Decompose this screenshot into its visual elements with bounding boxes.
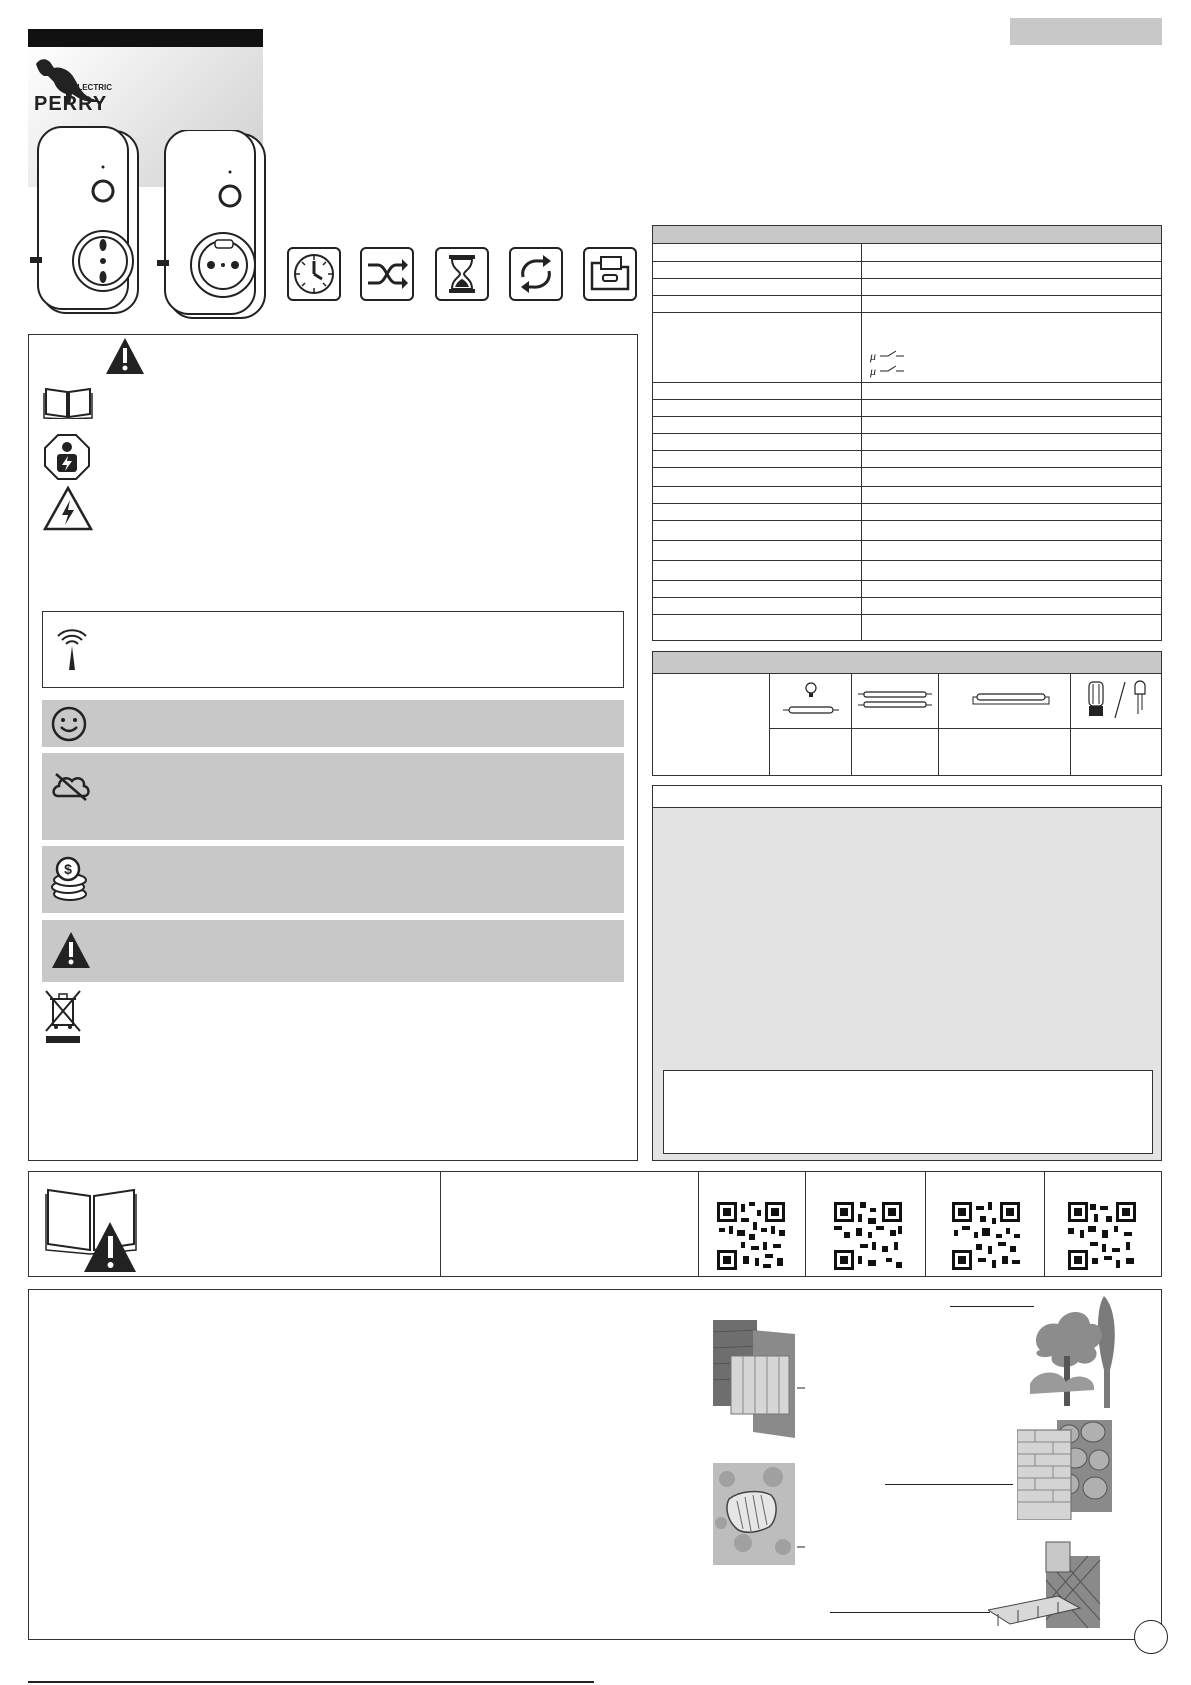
info-box-no-cloud	[42, 753, 624, 840]
svg-text:μ: μ	[870, 349, 877, 363]
operating-instructions-panel	[652, 785, 1162, 1161]
note-box	[663, 1070, 1153, 1154]
strip-divider	[805, 1172, 806, 1276]
smiley-icon	[50, 705, 88, 743]
table-row	[653, 520, 1161, 541]
cfl-led-icon	[1079, 678, 1155, 726]
qr-code[interactable]	[832, 1200, 904, 1272]
table-row	[653, 382, 1161, 400]
hourglass-icon	[435, 247, 489, 301]
info-box-caution	[42, 920, 624, 982]
qr-code[interactable]	[950, 1200, 1022, 1272]
product-illustration-schuko-plug	[157, 130, 277, 325]
table-row	[653, 540, 1161, 561]
random-icon	[360, 247, 414, 301]
info-box-savings	[42, 846, 624, 913]
wood-material-illustration	[713, 1320, 805, 1438]
reinforced-concrete-illustration	[988, 1540, 1113, 1630]
header-bar	[28, 29, 263, 47]
range-indicator-line	[885, 1484, 1013, 1485]
instructions-header	[653, 786, 1161, 808]
clock-icon	[287, 247, 341, 301]
technical-specs-table	[652, 225, 1162, 641]
electric-hazard-icon	[43, 486, 93, 531]
table-row	[653, 244, 1161, 262]
table-row	[653, 597, 1161, 615]
strip-divider	[440, 1172, 441, 1276]
qr-code[interactable]	[715, 1200, 787, 1272]
range-indicator-line	[830, 1612, 990, 1613]
lamp-col-divider	[851, 674, 852, 775]
logo-wordmark: PERRY	[34, 93, 108, 115]
lamp-row-divider	[769, 728, 1161, 729]
strip-divider	[1044, 1172, 1045, 1276]
lamp-types-table	[652, 651, 1162, 776]
lamp-col-divider	[769, 674, 770, 775]
strip-divider	[925, 1172, 926, 1276]
qr-code[interactable]	[1066, 1200, 1138, 1272]
radio-signal-icon	[52, 618, 92, 673]
table-row	[653, 486, 1161, 504]
brick-wall-illustration	[1017, 1420, 1112, 1520]
table-row	[653, 295, 1161, 313]
radio-frequency-box	[42, 611, 624, 688]
read-manual-icon	[43, 385, 93, 419]
specs-table-header	[653, 226, 1161, 244]
weee-bin-icon	[44, 989, 82, 1045]
range-indicator-line	[950, 1306, 1034, 1307]
micro-switch-symbol	[868, 348, 908, 378]
plaster-material-illustration	[713, 1463, 805, 1565]
table-row	[653, 580, 1161, 598]
folder-icon	[583, 247, 637, 301]
outdoor-trees-illustration	[1030, 1290, 1130, 1410]
language-badge	[1010, 18, 1162, 45]
incandescent-lamp-icon	[781, 680, 841, 724]
repeat-icon	[509, 247, 563, 301]
footer-rule	[28, 1681, 594, 1683]
table-row	[653, 450, 1161, 468]
lamp-col-divider	[1070, 674, 1071, 775]
fluorescent-tube-icon	[858, 688, 932, 712]
table-row	[653, 560, 1161, 581]
svg-text:μ: μ	[870, 364, 877, 378]
linear-halogen-icon	[971, 690, 1051, 708]
table-row	[653, 433, 1161, 451]
table-row	[653, 416, 1161, 434]
no-cloud-icon	[50, 770, 92, 802]
info-box-smiley	[42, 700, 624, 747]
table-row	[653, 278, 1161, 296]
lamp-table-header	[653, 652, 1161, 674]
table-row	[653, 503, 1161, 521]
table-row	[653, 261, 1161, 279]
manual-warning-icon	[44, 1180, 140, 1274]
page-number	[1134, 1620, 1168, 1654]
table-row	[653, 399, 1161, 417]
product-illustration-italian-plug	[30, 125, 150, 320]
lamp-col-divider	[938, 674, 939, 775]
table-row	[653, 467, 1161, 487]
strip-divider	[698, 1172, 699, 1276]
safety-warnings-panel	[28, 334, 638, 1161]
logo-subtext: ELECTRIC	[72, 83, 112, 92]
caution-triangle-icon	[50, 930, 92, 970]
warning-triangle-icon	[104, 336, 146, 376]
coins-icon	[48, 856, 92, 904]
qualified-electrician-icon	[43, 433, 91, 481]
svg-text:$: $	[64, 861, 72, 877]
